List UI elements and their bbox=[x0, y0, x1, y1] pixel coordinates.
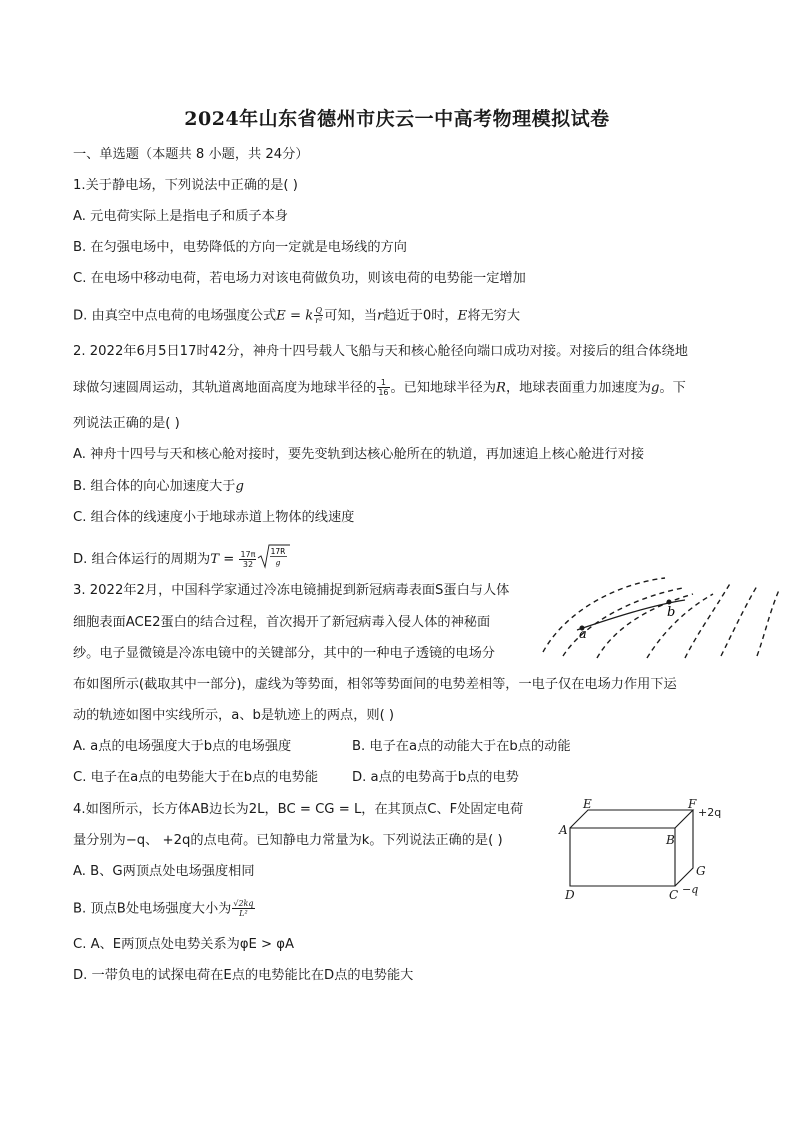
q3-option-b: B. 电子在a点的动能大于在b点的动能 bbox=[352, 739, 571, 754]
q2-r-symbol: R bbox=[496, 380, 506, 396]
vertex-c-label: C bbox=[669, 888, 679, 902]
q2-d-t-symbol: T bbox=[210, 552, 220, 567]
cuboid-figure bbox=[555, 798, 735, 906]
q1-d-equals: = k bbox=[285, 308, 314, 324]
q4-b-text: B. 顶点B处电场强度大小为 bbox=[73, 901, 232, 917]
q1-d-text-4: 将无穷大 bbox=[467, 308, 521, 324]
q2-d-sqrt bbox=[257, 543, 291, 575]
q1-d-text: D. 由真空中点电荷的电场强度公式 bbox=[73, 308, 277, 324]
section-heading: 一、单选题（本题共 8 小题，共 24分） bbox=[73, 147, 309, 162]
q2-g-symbol: g bbox=[651, 380, 660, 396]
vertex-e-label: E bbox=[583, 798, 592, 811]
charge-minus-label: −q bbox=[682, 883, 699, 896]
q2-frac-num: 1 bbox=[377, 378, 389, 388]
q2-option-d bbox=[73, 543, 291, 575]
point-a-label: a bbox=[579, 627, 587, 642]
equipotential-lines bbox=[543, 578, 779, 658]
q2-d-equals: = bbox=[219, 552, 239, 567]
q2-l2-text: 球做匀速圆周运动，其轨道离地面高度为地球半径的 bbox=[73, 380, 377, 396]
q1-stem: 1.关于静电场，下列说法中正确的是( ) bbox=[73, 178, 298, 193]
q2-l2-text-3: ，地球表面重力加速度为 bbox=[505, 380, 651, 396]
q4-option-c: C. A、E两顶点处电势关系为φE > φA bbox=[73, 937, 295, 952]
q2-line-3: 列说法正确的是( ) bbox=[73, 416, 180, 431]
sqrt-sign-icon bbox=[257, 543, 291, 569]
q2-frac-den: 16 bbox=[378, 388, 389, 397]
q2-option-c: C. 组合体的线速度小于地球赤道上物体的线速度 bbox=[73, 510, 355, 525]
point-b-dot bbox=[667, 600, 672, 605]
q3-line-2: 细胞表面ACE2蛋白的结合过程，首次揭开了新冠病毒入侵人体的神秘面 bbox=[73, 615, 491, 630]
q2-d-frac-den: 32 bbox=[242, 559, 254, 569]
q1-d-e-symbol-2: E bbox=[457, 308, 468, 324]
q1-d-frac-den: r² bbox=[315, 316, 323, 325]
q2-line-1: 2. 2022年6月5日17时42分，神舟十四号载人飞船与天和核心舱径向端口成功对接。对接后的组合体绕地 bbox=[73, 344, 688, 359]
vertex-f-label: F bbox=[688, 798, 697, 811]
q1-option-d bbox=[73, 306, 520, 326]
q4-b-frac-num: √2kq bbox=[233, 899, 254, 908]
q3-option-d: D. a点的电势高于b点的电势 bbox=[352, 770, 519, 785]
electric-field-figure bbox=[535, 572, 785, 664]
q2-d-text: D. 组合体运行的周期为 bbox=[73, 552, 211, 567]
vertex-a-label: A bbox=[559, 823, 568, 837]
q4-line-2: 量分别为−q、 +2q的点电荷。已知静电力常量为k。下列说法正确的是( ) bbox=[73, 833, 503, 848]
q1-option-a: A. 元电荷实际上是指电子和质子本身 bbox=[73, 209, 288, 224]
q2-d-sqrt-num: 17R bbox=[271, 547, 286, 556]
q1-option-c: C. 在电场中移动电荷，若电场力对该电荷做负功，则该电荷的电势能一定增加 bbox=[73, 271, 526, 286]
q4-b-frac-den: L² bbox=[239, 909, 248, 918]
vertex-b-label: B bbox=[666, 833, 675, 847]
q1-option-b: B. 在匀强电场中，电势降低的方向一定就是电场线的方向 bbox=[73, 240, 407, 255]
vertex-d-label: D bbox=[565, 888, 575, 902]
q3-line-3: 纱。电子显微镜是冷冻电镜中的关键部分，其中的一种电子透镜的电场分 bbox=[73, 646, 495, 661]
q3-line-5: 动的轨迹如图中实线所示，a、b是轨迹上的两点，则( ) bbox=[73, 708, 395, 723]
q4-line-1: 4.如图所示，长方体AB边长为2L，BC = CG = L，在其顶点C、F处固定电荷 bbox=[73, 802, 524, 817]
q2-l2-text-4: 。下 bbox=[659, 380, 686, 396]
q2-d-sqrt-den: g bbox=[276, 558, 281, 567]
q2-b-text: B. 组合体的向心加速度大于 bbox=[73, 479, 236, 494]
q4-option-b bbox=[73, 899, 256, 919]
q2-line-2 bbox=[73, 378, 686, 398]
q1-d-frac-num: Q bbox=[315, 306, 323, 315]
q2-option-b bbox=[73, 478, 244, 496]
q4-option-d: D. 一带负电的试探电荷在E点的电势能比在D点的电势能大 bbox=[73, 968, 414, 983]
q2-option-a: A. 神舟十四号与天和核心舱对接时，要先变轨到达核心舱所在的轨道，再加速追上核心舱进行对接 bbox=[73, 447, 645, 462]
q1-d-e-symbol: E bbox=[276, 308, 286, 324]
q2-l2-text-2: 。已知地球半径为 bbox=[390, 380, 496, 396]
q1-d-text-2: 可知，当 bbox=[324, 308, 378, 324]
q2-d-fraction bbox=[239, 550, 256, 569]
q2-b-g-symbol: g bbox=[235, 479, 244, 494]
cuboid-edges bbox=[570, 810, 693, 886]
vertex-g-label: G bbox=[696, 864, 706, 878]
q2-fraction bbox=[377, 378, 389, 397]
charge-plus-label: +2q bbox=[698, 806, 722, 819]
q1-d-text-3: 趋近于0时， bbox=[383, 308, 458, 324]
q3-line-4: 布如图所示(截取其中一部分)，虚线为等势面，相邻等势面间的电势差相等，一电子仅在电场力作用下运 bbox=[73, 677, 677, 692]
q4-option-a: A. B、G两顶点处电场强度相同 bbox=[73, 864, 255, 879]
q3-option-a: A. a点的电场强度大于b点的电场强度 bbox=[73, 739, 292, 754]
q2-d-frac-num: 17π bbox=[240, 549, 256, 559]
q3-option-c: C. 电子在a点的电势能大于在b点的电势能 bbox=[73, 770, 319, 785]
q3-line-1: 3. 2022年2月，中国科学家通过冷冻电镜捕捉到新冠病毒表面S蛋白与人体 bbox=[73, 583, 510, 598]
q4-b-fraction bbox=[232, 899, 254, 918]
q1-d-r-symbol: r bbox=[377, 308, 384, 324]
page-title: 2024年山东省德州市庆云一中高考物理模拟试卷 bbox=[184, 108, 610, 130]
q1-d-fraction bbox=[314, 306, 323, 325]
point-b-label: b bbox=[667, 605, 676, 620]
